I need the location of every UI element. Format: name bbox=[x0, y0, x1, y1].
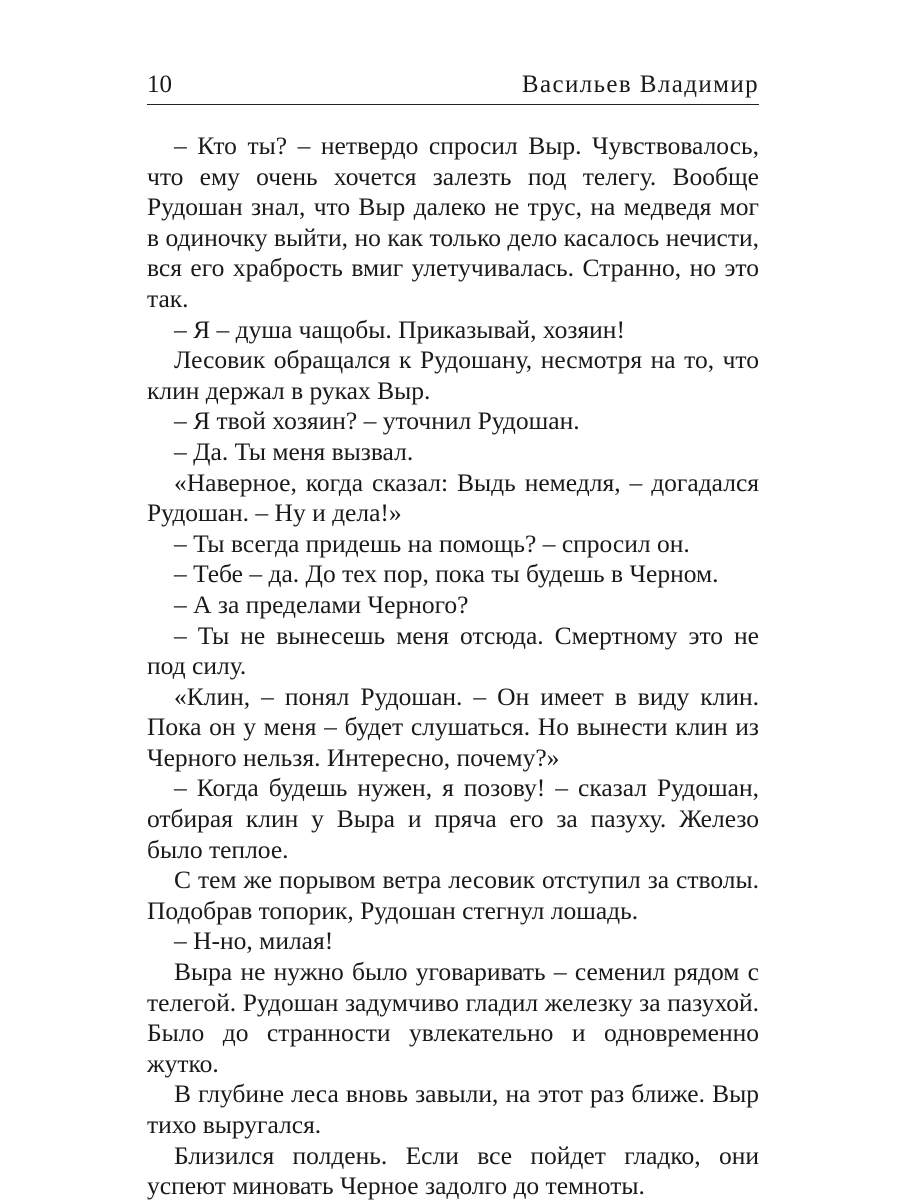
page-number: 10 bbox=[147, 71, 172, 98]
paragraph: – Тебе – да. До тех пор, пока ты будешь в Черном. bbox=[174, 559, 719, 589]
paragraph: Лесовик обращался к Рудошану, несмотря на то, что клин держал в руках Выр. bbox=[147, 345, 759, 405]
paragraph: – А за пределами Черного? bbox=[174, 589, 469, 619]
paragraph: – Ты всегда придешь на помощь? – спросил он. bbox=[174, 528, 690, 558]
paragraph: – Я – душа чащобы. Приказывай, хозяин! bbox=[174, 314, 625, 344]
body-text bbox=[147, 131, 759, 1202]
paragraph: В глубине леса вновь завыли, на этот раз ближе. Выр тихо выругался. bbox=[147, 1079, 759, 1139]
paragraph: – Н-но, милая! bbox=[174, 926, 334, 956]
author-name: Васильев Владимир bbox=[521, 71, 759, 98]
paragraph: Близился полдень. Если все пойдет гладко, они успеют миновать Черное задолго до темноты. bbox=[147, 1140, 759, 1201]
paragraph: – Да. Ты меня вызвал. bbox=[174, 436, 414, 466]
running-header bbox=[147, 70, 759, 105]
paragraph: – Ты не вынесешь меня отсюда. Смертному это не под силу. bbox=[147, 620, 759, 681]
paragraph: С тем же порывом ветра лесовик отступил за стволы. Подобрав топорик, Рудошан стегнул лошадь. bbox=[147, 865, 759, 925]
paragraph: «Клин, – понял Рудошан. – Он имеет в виду клин. Пока он у меня – будет слушаться. Но вынести клин из Черного нельзя. Интересно, почему?» bbox=[147, 681, 759, 772]
paragraph: «Наверное, когда сказал: Выдь немедля, – догадался Рудошан. – Ну и дела!» bbox=[147, 467, 759, 528]
paragraph: – Кто ты? – нетвердо спросил Выр. Чувствовалось, что ему очень хочется залезть под телегу. Вообще Рудошан знал, что Выр далеко не трус, на медведя мог в одиночку выйти, но как только дело касалось нечисти, вся его храбрость вмиг улетучивалась. Странно, но это так. bbox=[147, 131, 759, 313]
paragraph: – Я твой хозяин? – уточнил Рудошан. bbox=[174, 406, 580, 436]
paragraph: Выра не нужно было уговаривать – семенил рядом с телегой. Рудошан задумчиво гладил железку за пазухой. Было до странности увлекательно и одновременно жутко. bbox=[147, 957, 759, 1078]
paragraph: – Когда будешь нужен, я позову! – сказал Рудошан, отбирая клин у Выра и пряча его за пазуху. Железо было теплое. bbox=[147, 773, 759, 864]
